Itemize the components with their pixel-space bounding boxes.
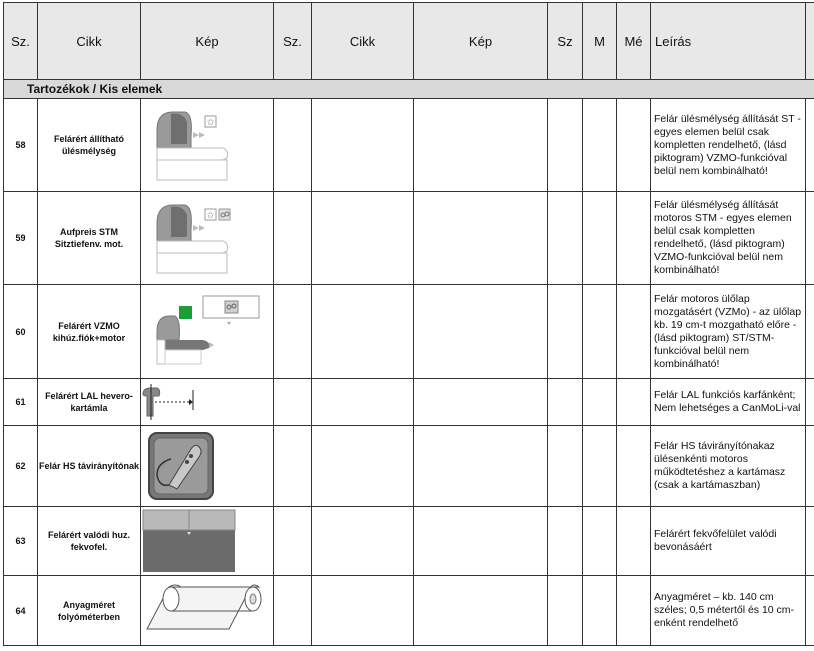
row-number: 58: [4, 99, 38, 192]
row-name: Felárért valódi huz. fekvofel.: [38, 507, 141, 576]
row-number: 62: [4, 426, 38, 507]
table-row: [4, 379, 814, 426]
row-name: Aufpreis STM Sitztiefenv. mot.: [38, 192, 141, 285]
table-row: [4, 192, 814, 285]
row-image: [141, 507, 274, 576]
row-number: 59: [4, 192, 38, 285]
sofa-seat-depth-icon: [141, 100, 273, 190]
header-sz-2: Sz.: [274, 3, 312, 80]
row-description: Felár ülésmélység állítását motoros STM - egyes elemen belül csak kompletten rendelhető, (lásd piktogram) VZMO-funkcióval belül nem kombinálható!: [651, 192, 806, 285]
header-kep-2: Kép: [414, 3, 548, 80]
header-extra: [806, 3, 814, 80]
table-row: [4, 285, 814, 379]
fabric-roll-icon: [141, 577, 273, 645]
sofa-seat-depth-motor-icon: [141, 193, 273, 283]
row-name: Felár HS távirányítónak: [38, 426, 141, 507]
header-sz-1: Sz.: [4, 3, 38, 80]
row-description: Felárért fekvőfelület valódi bevonásáért: [651, 507, 806, 576]
armrest-lal-icon: [141, 380, 273, 424]
row-image: [141, 379, 274, 426]
row-description: Felár LAL funkciós karfánként; Nem lehetséges a CanMoLi-val: [651, 379, 806, 426]
table-row: [4, 576, 814, 646]
row-image: [141, 192, 274, 285]
header-row: [4, 3, 814, 80]
row-description: Felár ülésmélység állítását ST - egyes elemen belül csak kompletten rendelhető, (lásd piktogram) VZMO-funkcióval belül nem kombinálható!: [651, 99, 806, 192]
row-name: Felárért állítható ülésmélység: [38, 99, 141, 192]
section-row: [4, 80, 814, 99]
row-image: [141, 426, 274, 507]
row-image: [141, 576, 274, 646]
header-cikk-1: Cikk: [38, 3, 141, 80]
table-row: [4, 507, 814, 576]
section-title: Tartozékok / Kis elemek: [4, 80, 814, 99]
price-list-table: [3, 2, 814, 646]
header-leiras: Leírás: [651, 3, 806, 80]
row-number: 61: [4, 379, 38, 426]
row-image: [141, 285, 274, 379]
row-number: 63: [4, 507, 38, 576]
row-description: Felár HS távirányítónakaz ülésenkénti motoros működtetéshez a kartámasz (csak a kartámaszban): [651, 426, 806, 507]
table-row: [4, 99, 814, 192]
svg-text:✩: ✩: [206, 210, 215, 220]
row-number: 60: [4, 285, 38, 379]
remote-control-icon: [141, 427, 273, 505]
svg-text:✩: ✩: [206, 117, 215, 127]
row-description: Anyagméret – kb. 140 cm széles; 0,5 métertől és 10 cm-enként rendelhető: [651, 576, 806, 646]
row-name: Felárért VZMO kihúz.fiók+motor: [38, 285, 141, 379]
header-sz-3: Sz: [548, 3, 583, 80]
row-description: Felár motoros ülőlap mozgatásért (VZMo) - az ülőlap kb. 19 cm-t mozgatható előre - (lásd piktogram) ST/STM-funkcióval belül nem kombinálható!: [651, 285, 806, 379]
sofa-motor-drawer-icon: [141, 286, 273, 378]
header-kep-1: Kép: [141, 3, 274, 80]
header-m: M: [583, 3, 617, 80]
header-cikk-2: Cikk: [312, 3, 414, 80]
row-name: Anyagméret folyóméterben: [38, 576, 141, 646]
row-name: Felárért LAL hevero-kartámla: [38, 379, 141, 426]
header-me: Mé: [617, 3, 651, 80]
row-image: [141, 99, 274, 192]
table-row: [4, 426, 814, 507]
lying-surface-cover-icon: [141, 508, 273, 574]
row-number: 64: [4, 576, 38, 646]
